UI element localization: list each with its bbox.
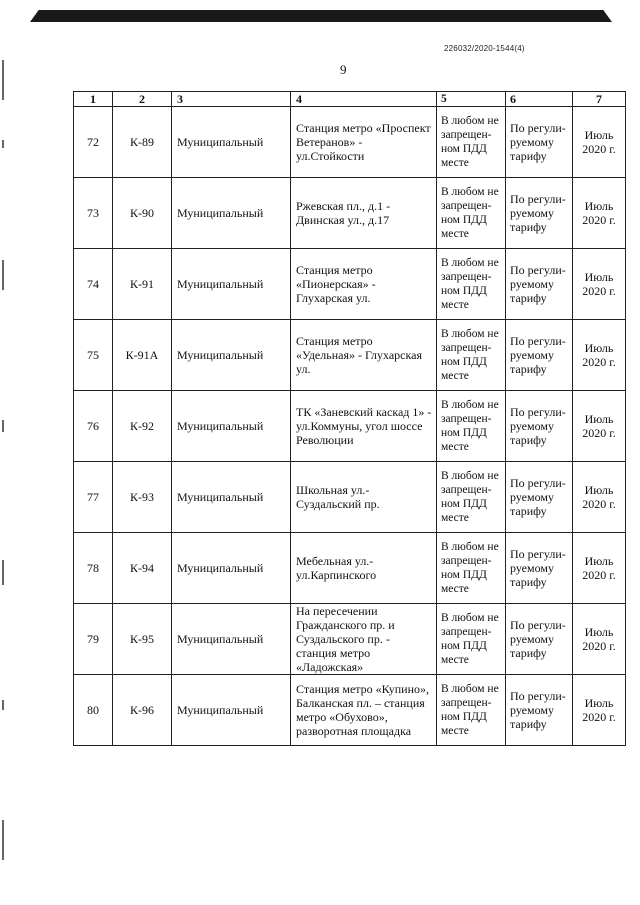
route-code-cell: К-94 (113, 533, 172, 604)
column-header-6: 6 (506, 92, 573, 107)
start-date-cell: Июль 2020 г. (573, 604, 626, 675)
tariff-cell: По регули-руемому тарифу (506, 675, 573, 746)
table-row (74, 604, 626, 675)
route-code-cell: К-92 (113, 391, 172, 462)
start-date-cell: Июль 2020 г. (573, 391, 626, 462)
route-type-cell: Муниципальный (172, 107, 291, 178)
route-terminals-cell: Ржевская пл., д.1 - Двинская ул., д.17 (291, 178, 437, 249)
route-terminals-cell: Станция метро «Удельная» - Глухарская ул. (291, 320, 437, 391)
routes-table (73, 91, 626, 746)
row-number-cell: 77 (74, 462, 113, 533)
table-row (74, 320, 626, 391)
start-date-cell: Июль 2020 г. (573, 320, 626, 391)
tariff-cell: По регули-руемому тарифу (506, 107, 573, 178)
row-number-cell: 79 (74, 604, 113, 675)
route-terminals-cell: Станция метро «Купино», Балканская пл. – станция метро «Обухово», разворотная площадка (291, 675, 437, 746)
column-header-1: 1 (74, 92, 113, 107)
row-number-cell: 78 (74, 533, 113, 604)
start-date-cell: Июль 2020 г. (573, 107, 626, 178)
tariff-cell: По регули-руемому тарифу (506, 249, 573, 320)
stops-rule-cell: В любом не запрещен-ном ПДД месте (437, 107, 506, 178)
scan-left-edge-marks (0, 0, 10, 905)
route-type-cell: Муниципальный (172, 533, 291, 604)
tariff-cell: По регули-руемому тарифу (506, 462, 573, 533)
route-type-cell: Муниципальный (172, 320, 291, 391)
route-code-cell: К-91А (113, 320, 172, 391)
route-code-cell: К-95 (113, 604, 172, 675)
route-type-cell: Муниципальный (172, 604, 291, 675)
page-number: 9 (340, 62, 347, 77)
route-terminals-cell: ТК «Заневский каскад 1» - ул.Коммуны, угол шоссе Революции (291, 391, 437, 462)
table-row (74, 533, 626, 604)
stops-rule-cell: В любом не запрещен-ном ПДД месте (437, 604, 506, 675)
column-header-3: 3 (172, 92, 291, 107)
column-header-2: 2 (113, 92, 172, 107)
table-row (74, 462, 626, 533)
table-row (74, 249, 626, 320)
row-number-cell: 73 (74, 178, 113, 249)
table-row (74, 107, 626, 178)
route-terminals-cell: Станция метро «Проспект Ветеранов» - ул.Стойкости (291, 107, 437, 178)
route-type-cell: Муниципальный (172, 391, 291, 462)
route-type-cell: Муниципальный (172, 675, 291, 746)
tariff-cell: По регули-руемому тарифу (506, 604, 573, 675)
row-number-cell: 74 (74, 249, 113, 320)
stops-rule-cell: В любом не запрещен-ном ПДД месте (437, 391, 506, 462)
column-header-7: 7 (573, 92, 626, 107)
stops-rule-cell: В любом не запрещен-ном ПДД месте (437, 178, 506, 249)
row-number-cell: 76 (74, 391, 113, 462)
tariff-cell: По регули-руемому тарифу (506, 320, 573, 391)
column-header-5: 5 (437, 92, 506, 107)
route-terminals-cell: Школьная ул.- Суздальский пр. (291, 462, 437, 533)
start-date-cell: Июль 2020 г. (573, 675, 626, 746)
route-type-cell: Муниципальный (172, 249, 291, 320)
stops-rule-cell: В любом не запрещен-ном ПДД месте (437, 462, 506, 533)
stops-rule-cell: В любом не запрещен-ном ПДД месте (437, 320, 506, 391)
start-date-cell: Июль 2020 г. (573, 249, 626, 320)
row-number-cell: 80 (74, 675, 113, 746)
table-row (74, 178, 626, 249)
route-terminals-cell: На пересечении Гражданского пр. и Суздальского пр. - станция метро «Ладожская» (291, 604, 437, 675)
start-date-cell: Июль 2020 г. (573, 178, 626, 249)
route-code-cell: К-90 (113, 178, 172, 249)
route-terminals-cell: Мебельная ул.- ул.Карпинского (291, 533, 437, 604)
route-code-cell: К-89 (113, 107, 172, 178)
route-type-cell: Муниципальный (172, 462, 291, 533)
row-number-cell: 75 (74, 320, 113, 391)
table-header-row (74, 92, 626, 107)
tariff-cell: По регули-руемому тарифу (506, 391, 573, 462)
stops-rule-cell: В любом не запрещен-ном ПДД месте (437, 533, 506, 604)
stops-rule-cell: В любом не запрещен-ном ПДД месте (437, 675, 506, 746)
route-type-cell: Муниципальный (172, 178, 291, 249)
route-code-cell: К-91 (113, 249, 172, 320)
table-row (74, 675, 626, 746)
stops-rule-cell: В любом не запрещен-ном ПДД месте (437, 249, 506, 320)
route-code-cell: К-93 (113, 462, 172, 533)
row-number-cell: 72 (74, 107, 113, 178)
tariff-cell: По регули-руемому тарифу (506, 178, 573, 249)
start-date-cell: Июль 2020 г. (573, 462, 626, 533)
scan-top-border (30, 10, 612, 22)
table-row (74, 391, 626, 462)
document-id: 226032/2020-1544(4) (444, 44, 525, 53)
tariff-cell: По регули-руемому тарифу (506, 533, 573, 604)
route-code-cell: К-96 (113, 675, 172, 746)
start-date-cell: Июль 2020 г. (573, 533, 626, 604)
route-terminals-cell: Станция метро «Пионерская» - Глухарская ул. (291, 249, 437, 320)
column-header-4: 4 (291, 92, 437, 107)
